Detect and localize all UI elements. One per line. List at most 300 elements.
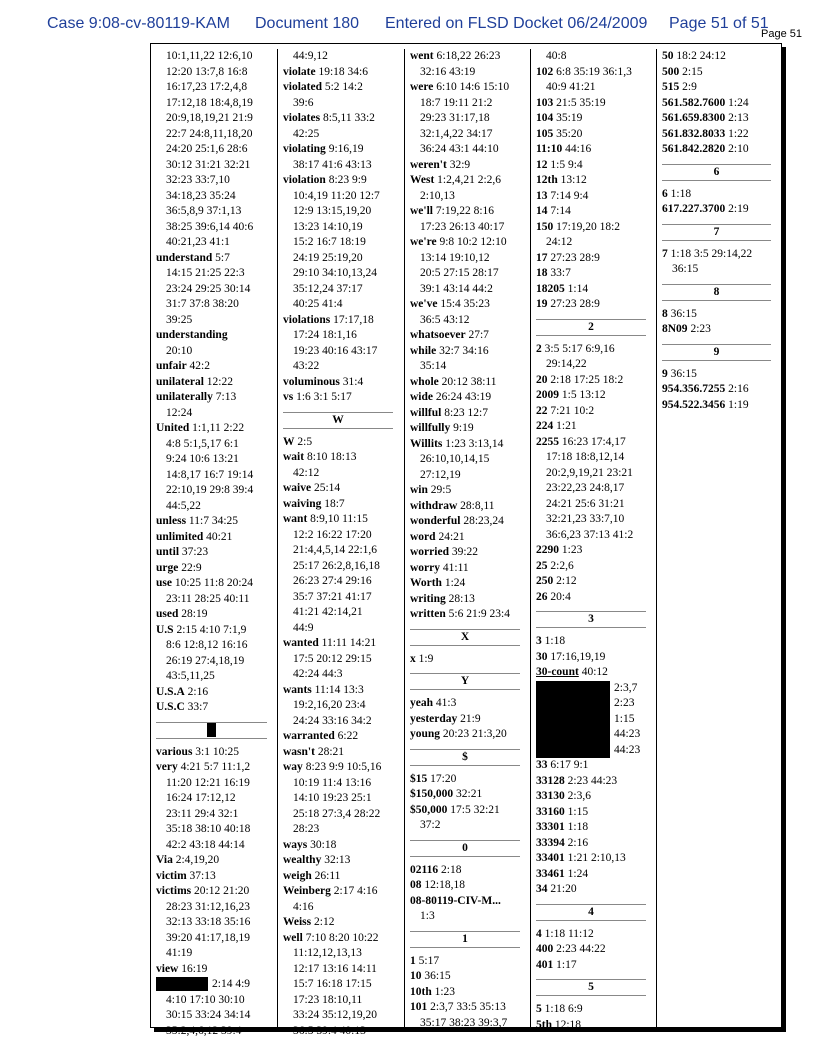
index-term: waive: [283, 482, 312, 494]
index-entry: [156, 607, 273, 623]
index-refs: 1:14: [567, 282, 589, 295]
index-refs-continued: 39:25: [166, 313, 193, 326]
index-refs: 20:23 21:3,20: [442, 728, 507, 740]
index-entry: [410, 894, 526, 910]
index-entry: [283, 375, 399, 391]
index-refs-continued: 35:18 38:10 40:18: [166, 823, 251, 835]
index-entry: [156, 328, 273, 344]
index-refs-continued: 41:21 42:14,21: [293, 606, 363, 618]
index-term: 08: [410, 879, 422, 891]
index-term: unfair: [156, 360, 187, 372]
index-entry: [156, 359, 273, 375]
index-refs: 7:14: [550, 205, 571, 217]
index-entry: [662, 202, 777, 218]
index-entry: [410, 80, 526, 96]
index-refs: 9:19: [453, 422, 474, 434]
index-refs: 8:9,10 11:15: [310, 513, 368, 525]
index-entry: [410, 514, 526, 530]
index-term: 500: [662, 65, 680, 78]
index-letter-heading: 4: [536, 904, 646, 921]
index-term: 561.832.8033: [662, 127, 726, 140]
index-entry: [536, 173, 652, 189]
index-term: unless: [156, 515, 187, 527]
index-entry: [283, 915, 399, 931]
index-entry: [536, 435, 652, 451]
index-refs: 1:21: [556, 420, 577, 432]
index-term: until: [156, 546, 180, 558]
index-refs: 10:25 11:8 20:24: [174, 577, 254, 589]
index-refs: 1:6 3:1 5:17: [296, 391, 352, 403]
index-refs: 20:12 38:11: [441, 375, 497, 388]
index-column-2: [277, 49, 403, 1037]
index-refs: 2:2,6: [550, 559, 574, 572]
index-refs: 44:16: [565, 143, 592, 155]
index-refs: 2:15 4:10 7:1,9: [176, 623, 247, 636]
index-entry: [156, 421, 273, 437]
index-column-3: [404, 49, 530, 1027]
index-refs-continued: 24:19 25:19,20: [293, 251, 363, 264]
index-refs-continued: 21:4,4,5,14 22:1,6: [293, 544, 378, 556]
index-refs: 1:23: [434, 985, 456, 998]
index-refs: 11:14 13:3: [314, 683, 364, 696]
index-term: 12: [536, 158, 548, 171]
index-refs-continued: 30:15 33:24 34:14: [166, 1009, 251, 1021]
index-refs: 1:22: [728, 127, 749, 140]
index-letter-heading: W: [283, 412, 393, 429]
index-refs: 35:20: [556, 127, 583, 140]
index-term: 26: [536, 590, 548, 603]
index-refs: 8:5,11 33:2: [322, 112, 375, 124]
index-term: West: [410, 174, 435, 186]
index-refs: 16:23 17:4,17: [561, 435, 626, 448]
index-refs-continued: 43:22: [293, 360, 320, 372]
index-refs: 9:8 10:2 12:10: [439, 236, 507, 248]
index-refs-continued: 39:1 43:14 44:2: [420, 282, 493, 295]
index-letter-heading: $: [410, 749, 520, 766]
index-refs-continued: 32:23 33:7,10: [166, 174, 230, 186]
index-refs-continued: 13:23 14:10,19: [293, 220, 363, 233]
index-refs: 2:3,6: [567, 790, 591, 802]
index-entry: [662, 322, 777, 338]
index-term: use: [156, 577, 172, 589]
index-refs: 40:21: [206, 530, 233, 543]
index-refs: 1:21 2:10,13: [567, 852, 626, 864]
index-term: U.S.A: [156, 685, 185, 698]
index-refs: 2:16: [728, 383, 749, 395]
index-refs-continued: 12:20 13:7,8 16:8: [166, 65, 248, 78]
index-refs-continued: 26:23 27:4 29:16: [293, 575, 372, 587]
index-term: 30-count: [536, 666, 579, 678]
ecf-header: [0, 15, 816, 41]
index-entry: [662, 367, 777, 383]
index-term: 2009: [536, 389, 559, 401]
index-refs-continued: 4:10 17:10 30:10: [166, 993, 245, 1006]
index-entry: [536, 574, 652, 590]
redacted-index-line: [156, 977, 273, 993]
index-entry: [283, 884, 399, 900]
index-refs-continued: 17:23 26:13 40:17: [420, 220, 505, 233]
index-refs: 1:23: [561, 544, 583, 556]
index-refs: 8:23 12:7: [444, 406, 488, 419]
index-entry: [410, 344, 526, 360]
index-refs-continued: 18:7 19:11 21:2: [420, 96, 493, 109]
index-term: violate: [283, 65, 316, 78]
index-letter-heading: 8: [662, 284, 771, 301]
index-refs-continued: 12:2 16:22 17:20: [293, 528, 372, 541]
index-entry: [410, 173, 526, 189]
index-refs: 7:14 9:4: [550, 189, 589, 202]
index-refs-continued: 35:17 38:23 39:3,7: [420, 1016, 508, 1029]
index-entry: [536, 590, 652, 606]
index-entry: [410, 235, 526, 251]
index-term: 103: [536, 96, 554, 109]
index-entry: [156, 251, 273, 267]
index-entry: [536, 1002, 652, 1018]
index-term: violating: [283, 143, 326, 155]
index-entry: [410, 696, 526, 712]
index-term: 561.842.2820: [662, 143, 726, 155]
docket-entry-date: Entered on FLSD Docket 06/24/2009: [385, 15, 648, 32]
index-term: worried: [410, 546, 449, 558]
index-refs: 6:22: [337, 730, 359, 742]
index-entry: [410, 803, 526, 819]
index-entry: [536, 204, 652, 220]
index-refs-continued: 44:5,22: [166, 499, 201, 512]
index-term: 33130: [536, 790, 565, 802]
index-refs: 25:14: [313, 482, 341, 494]
index-entry: [410, 406, 526, 422]
index-term: wanted: [283, 637, 319, 649]
index-refs-continued: 22:7 24:8,11,18,20: [166, 127, 253, 140]
index-refs: 4:21 5:7 11:1,2: [180, 761, 251, 773]
index-entry: [662, 142, 777, 158]
index-refs: 7:13: [215, 391, 237, 403]
index-entry: [410, 969, 526, 985]
index-refs: 2:14 4:9: [212, 978, 251, 990]
index-entry: [283, 173, 399, 189]
index-refs: 2:16: [567, 836, 589, 849]
index-entry: [283, 683, 399, 699]
index-refs: 33:7: [187, 701, 209, 713]
index-refs: 6:8 35:19 36:1,3: [556, 65, 632, 78]
index-entry: [283, 745, 399, 761]
index-column-1: [151, 49, 277, 1037]
index-refs: 9:16,19: [328, 143, 364, 155]
index-term: 10: [410, 970, 422, 982]
index-entry: [536, 266, 652, 282]
index-refs: 24:21: [438, 530, 465, 543]
index-entry: [410, 712, 526, 728]
index-refs: 40:12: [581, 666, 608, 678]
index-refs: 32:13: [324, 854, 351, 866]
index-refs: 19:18 34:6: [318, 65, 368, 78]
index-refs-continued: 10:4,19 11:20 12:7: [293, 189, 380, 202]
index-entry: [662, 111, 777, 127]
index-refs: 20:12 21:20: [194, 885, 250, 897]
index-refs: 1:19: [728, 398, 749, 411]
index-entry: [410, 607, 526, 623]
index-refs-continued: 39:6: [293, 96, 314, 109]
index-refs: 28:21: [317, 745, 345, 758]
index-refs: 7:21 10:2: [550, 404, 595, 417]
index-term: victims: [156, 885, 192, 897]
index-refs-continued: 34:18,23 35:24: [166, 189, 236, 202]
index-term: Via: [156, 854, 173, 866]
index-refs-continued: 24:24 33:16 34:2: [293, 714, 372, 727]
index-term: $150,000: [410, 788, 454, 800]
index-term: 11:10: [536, 143, 563, 155]
index-refs-continued: 31:7 37:8 38:20: [166, 298, 239, 310]
index-refs-continued: 16:17,23 17:2,4,8: [166, 81, 248, 93]
index-letter-heading: 5: [536, 979, 646, 996]
index-entry: [410, 954, 526, 970]
index-entry: [662, 398, 777, 414]
index-refs-continued: 36:5 39:4 40:13: [293, 1024, 366, 1037]
index-refs-continued: 36:6,23 37:13 41:2: [546, 528, 634, 541]
index-entry: [410, 483, 526, 499]
index-term: United: [156, 422, 190, 434]
index-entry: [536, 142, 652, 158]
index-entry: [662, 247, 777, 263]
index-term: 4: [536, 927, 542, 940]
index-entry: [536, 758, 652, 774]
index-refs: 1:5 13:12: [561, 389, 606, 401]
index-refs: 1:24: [444, 577, 466, 589]
index-term: voluminous: [283, 375, 340, 388]
index-refs: 21:5 35:19: [556, 96, 606, 109]
index-refs-continued: 29:23 31:17,18: [420, 112, 490, 124]
index-refs: 26:24 43:19: [435, 391, 492, 403]
index-refs: 28:19: [181, 608, 208, 620]
index-entry: [536, 1018, 652, 1034]
index-term: 33160: [536, 805, 565, 818]
index-term: 02116: [410, 863, 439, 876]
index-term: very: [156, 761, 178, 773]
index-refs-continued: 2:10,13: [420, 189, 455, 202]
index-term: weren't: [410, 158, 447, 171]
index-entry: [536, 867, 652, 883]
index-refs-continued: 17:12,18 18:4,8,19: [166, 96, 253, 109]
index-entry: [283, 65, 399, 81]
index-refs: 44:23: [614, 728, 641, 740]
index-entry: [536, 820, 652, 836]
index-entry: [410, 49, 526, 65]
index-term: while: [410, 344, 437, 357]
index-term: x: [410, 652, 416, 665]
index-entry: [410, 863, 526, 879]
index-entry: [536, 543, 652, 559]
index-entry: [662, 49, 777, 65]
index-refs: 2:9: [682, 81, 697, 93]
index-entry: [283, 729, 399, 745]
index-refs-continued: 12:24: [166, 406, 193, 419]
index-term: violates: [283, 112, 321, 124]
index-refs-continued: 25:18 27:3,4 28:22: [293, 807, 381, 820]
index-term: young: [410, 728, 441, 740]
index-term: withdraw: [410, 499, 458, 512]
index-entry: [536, 342, 652, 358]
index-column-5: [656, 49, 781, 1027]
index-refs: 1:24: [567, 867, 589, 880]
index-entry: [410, 421, 526, 437]
index-entry: [283, 435, 399, 451]
index-entry: [410, 158, 526, 174]
index-entry: [410, 499, 526, 515]
index-refs: 32:9: [449, 158, 471, 171]
index-refs: 36:15: [424, 970, 451, 982]
index-term: Willits: [410, 437, 443, 450]
redaction-mark: [536, 681, 610, 759]
index-refs-continued: 24:20 25:1,6 28:6: [166, 143, 248, 155]
index-entry: [156, 853, 273, 869]
index-entry: [536, 650, 652, 666]
index-term: 14: [536, 205, 548, 217]
index-refs-continued: 44:9: [293, 621, 314, 634]
index-refs-continued: 17:18 18:8,12,14: [546, 451, 625, 463]
index-refs: 15:4 35:23: [440, 298, 490, 310]
index-refs-continued: 14:15 21:25 22:3: [166, 267, 245, 279]
index-refs: 11:7 34:25: [188, 515, 239, 527]
index-refs-continued: 26:19 27:4,18,19: [166, 654, 245, 667]
index-term: we'll: [410, 205, 433, 217]
index-entry: [283, 80, 399, 96]
index-term: vs: [283, 391, 294, 403]
index-refs: 2:17 4:16: [333, 885, 378, 897]
index-refs: 35:19: [556, 112, 583, 124]
transcript-page-number: Page 51: [761, 28, 802, 40]
index-refs-continued: 10:1,11,22 12:6,10: [166, 50, 253, 62]
index-letter-heading: 3: [536, 611, 646, 628]
index-term: wants: [283, 683, 312, 696]
index-term: unilateral: [156, 375, 204, 388]
index-refs-continued: 20:5 27:15 28:17: [420, 267, 499, 279]
index-term: 150: [536, 220, 554, 233]
index-entry: [156, 390, 273, 406]
index-term: 50: [662, 50, 674, 62]
index-refs: 17:16,19,19: [550, 650, 606, 663]
index-refs-continued: 23:11 28:25 40:11: [166, 592, 250, 605]
index-entry: [536, 774, 652, 790]
index-term: well: [283, 931, 303, 944]
index-refs: 1:18 11:12: [544, 927, 594, 940]
index-entry: [536, 373, 652, 389]
index-term: willful: [410, 406, 442, 419]
index-term: 18205: [536, 282, 565, 295]
index-term: writing: [410, 592, 446, 605]
index-refs-continued: 32:1,4,22 34:17: [420, 127, 493, 140]
index-refs: 1:17: [556, 958, 577, 971]
index-letter-heading: X: [410, 629, 520, 646]
index-refs: 37:23: [181, 546, 209, 558]
index-entry: [283, 142, 399, 158]
index-entry: [536, 805, 652, 821]
index-refs-continued: 23:24 29:25 30:14: [166, 282, 251, 295]
index-refs: 18:2 24:12: [676, 50, 726, 62]
index-term: 30: [536, 650, 548, 663]
index-refs-continued: 9:24 10:6 13:21: [166, 453, 239, 465]
index-refs: 2:12: [556, 575, 577, 587]
index-refs-continued: 36:5,8,9 37:1,13: [166, 205, 242, 217]
index-refs-continued: 22:10,19 29:8 39:4: [166, 484, 254, 496]
index-refs: 2:19: [728, 203, 749, 215]
index-refs-continued: 24:21 25:6 31:21: [546, 497, 625, 510]
document-number: Document 180: [255, 15, 360, 32]
redacted-letter-heading: [156, 722, 267, 739]
redaction-mark: [156, 977, 208, 991]
index-refs-continued: 35:14: [420, 360, 447, 372]
index-refs: 28:23,24: [463, 515, 504, 527]
index-term: 33401: [536, 852, 565, 864]
index-refs-continued: 42:24 44:3: [293, 668, 343, 680]
index-entry: [410, 878, 526, 894]
index-refs: 18:7: [324, 497, 345, 510]
index-refs-continued: 42:12: [293, 466, 320, 479]
index-term: various: [156, 745, 193, 758]
index-entry: [536, 634, 652, 650]
index-term: 13: [536, 189, 548, 202]
index-entry: [410, 576, 526, 592]
index-refs: 1:24: [728, 96, 749, 109]
index-refs: 1:15: [614, 712, 635, 725]
index-term: 954.356.7255: [662, 383, 726, 395]
index-refs: 2:5: [297, 435, 313, 448]
index-entry: [410, 772, 526, 788]
index-refs: 28:13: [448, 592, 475, 605]
index-entry: [283, 760, 399, 776]
index-refs: 2:23 44:22: [556, 943, 606, 955]
index-refs-continued: 19:2,16,20 23:4: [293, 699, 366, 711]
index-entry: [410, 375, 526, 391]
index-refs: 5:6 21:9 23:4: [448, 608, 510, 620]
index-term: $50,000: [410, 803, 448, 816]
index-term: Weinberg: [283, 885, 331, 897]
index-refs: 17:20: [430, 772, 457, 785]
index-term: victim: [156, 869, 187, 882]
index-refs: 27:23 28:9: [550, 298, 600, 310]
index-term: way: [283, 761, 303, 773]
index-entry: [410, 787, 526, 803]
index-refs: 1:18 6:9: [544, 1003, 583, 1015]
index-refs-continued: 33:24 35:12,19,20: [293, 1009, 378, 1021]
index-refs-continued: 42:25: [293, 127, 320, 140]
index-term: 5th: [536, 1018, 552, 1031]
index-refs: 2:23 44:23: [567, 774, 618, 787]
index-entry: [410, 985, 526, 1001]
index-refs: 8:23 9:9 10:5,16: [305, 761, 382, 773]
index-entry: [536, 220, 652, 236]
redacted-index-block: [536, 681, 652, 759]
index-refs: 6:10 14:6 15:10: [436, 81, 510, 93]
index-entry: [536, 388, 652, 404]
index-term: 17: [536, 251, 548, 264]
index-term: 22: [536, 404, 548, 417]
index-term: unlimited: [156, 530, 204, 543]
index-term: 104: [536, 112, 554, 124]
index-entry: [536, 282, 652, 298]
index-refs: 21:20: [550, 883, 577, 895]
index-term: yesterday: [410, 712, 458, 725]
index-refs-continued: 17:23 18:10,11: [293, 993, 363, 1006]
index-entry: [536, 251, 652, 267]
index-term: $15: [410, 772, 428, 785]
index-refs: 36:15: [670, 307, 697, 320]
index-term: 33461: [536, 867, 565, 880]
index-entry: [156, 685, 273, 701]
index-term: used: [156, 608, 179, 620]
index-refs: 7:19,22 8:16: [435, 205, 495, 217]
index-term: 561.659.8300: [662, 112, 726, 124]
index-entry: [662, 307, 777, 323]
